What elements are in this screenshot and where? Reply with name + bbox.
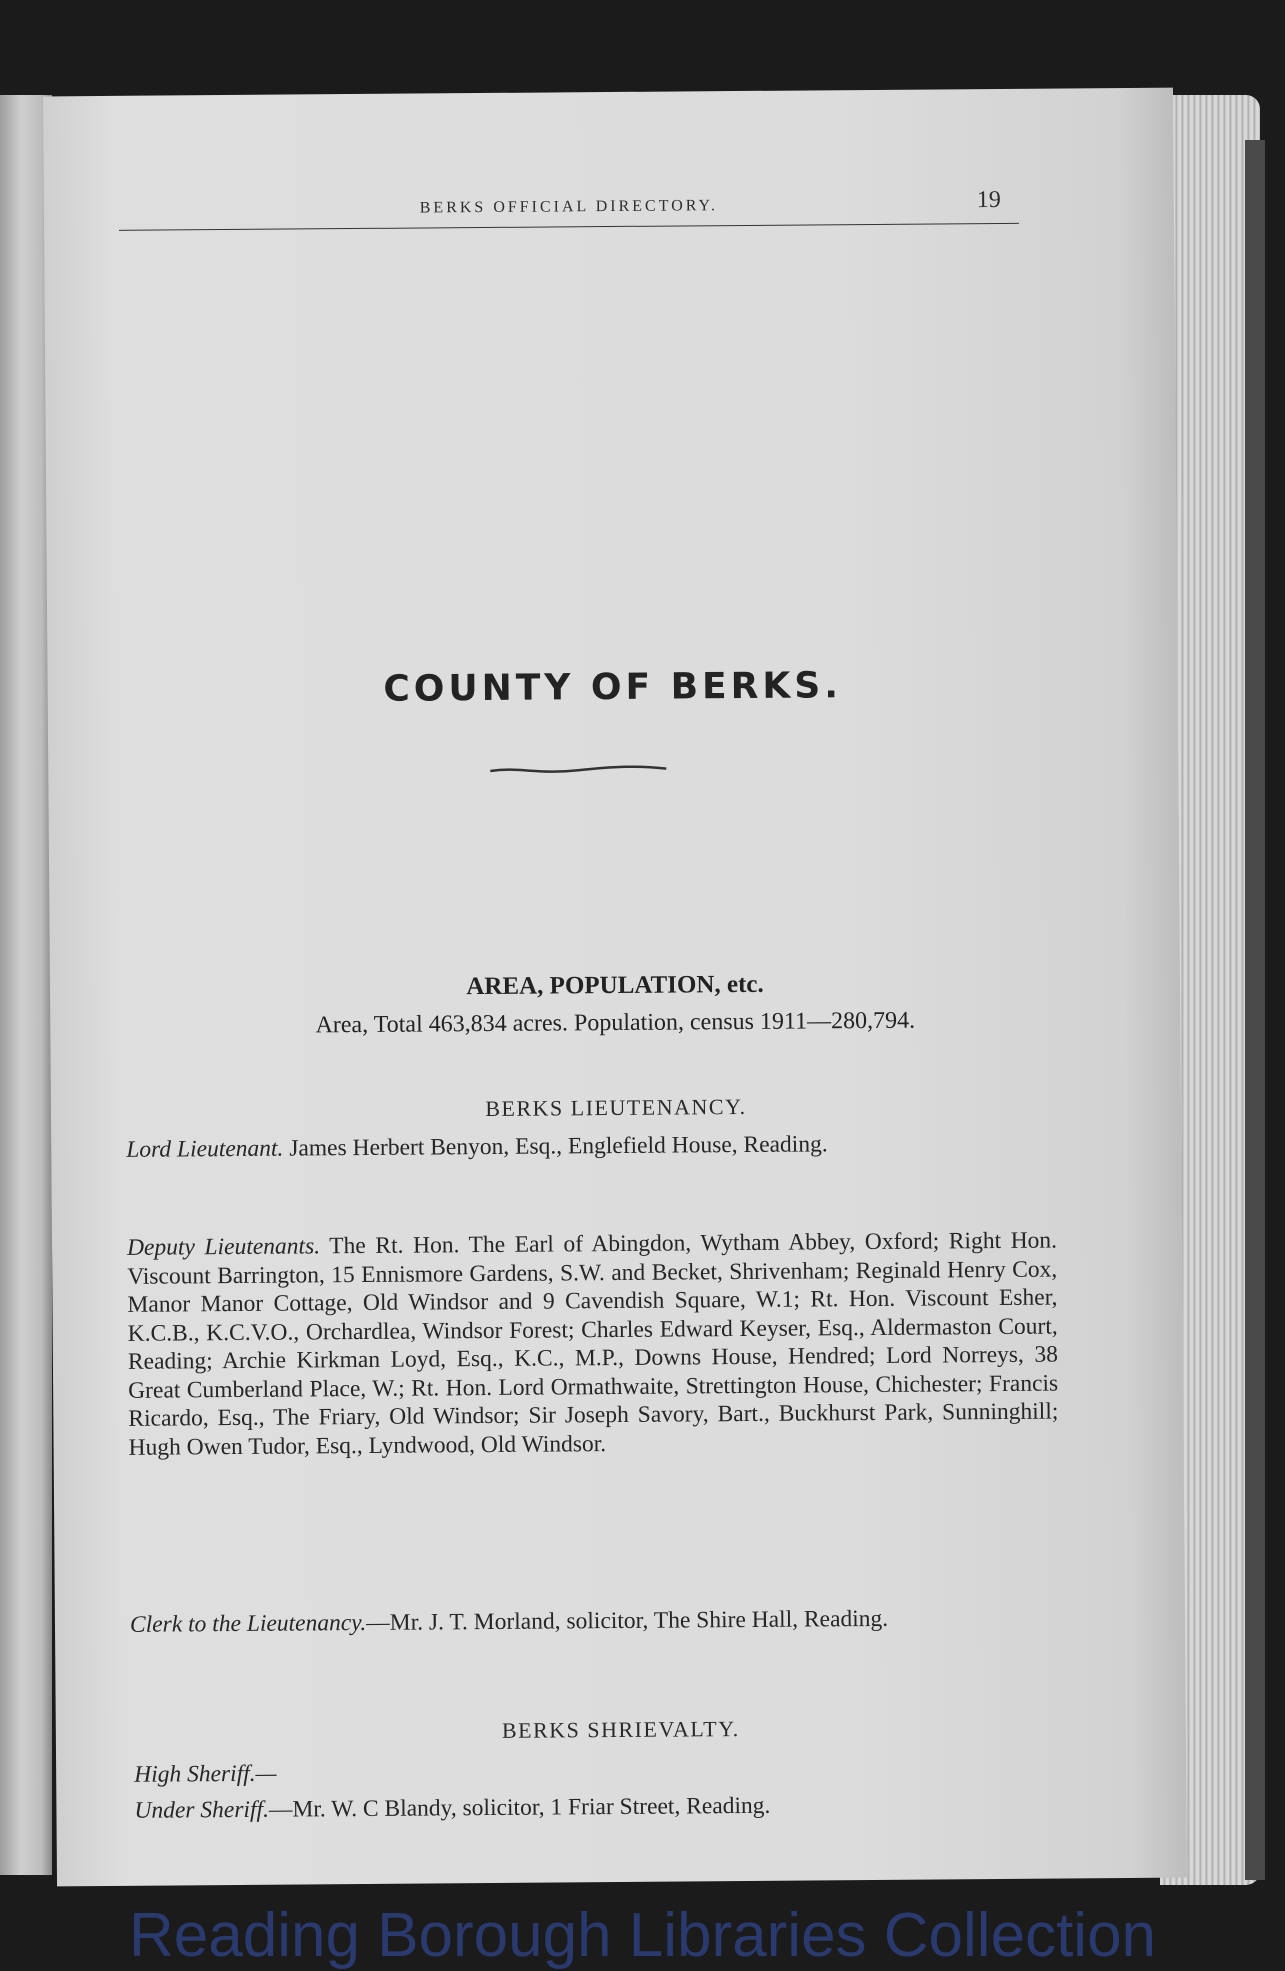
area-population-line: Area, Total 463,834 acres. Population, census 1911—280,794. — [315, 1007, 916, 1039]
running-head-title: BERKS OFFICIAL DIRECTORY. — [419, 197, 719, 217]
under-sheriff-label: Under Sheriff. — [134, 1796, 270, 1824]
title-swash-divider — [488, 764, 668, 777]
high-sheriff-entry — [134, 1754, 1064, 1788]
area-heading: AREA, POPULATION, etc. — [466, 970, 764, 1001]
book-page — [43, 88, 1187, 1887]
lieutenancy-heading: BERKS LIEUTENANCY. — [485, 1093, 747, 1122]
page-number: 19 — [976, 186, 1001, 214]
clerk-text: —Mr. J. T. Morland, solicitor, The Shire Hall, Reading. — [366, 1605, 889, 1636]
book-cover-edge — [1245, 140, 1265, 1880]
lord-lieutenant-text: James Herbert Benyon, Esq., Englefield House, Reading. — [289, 1131, 828, 1162]
deputy-lieutenants-text: The Rt. Hon. The Earl of Abingdon, Wytham Abbey, Oxford; Right Hon. Viscount Barrington, 15 Ennismore Gardens, S.W. and Becket, Shrivenham; Reginald Henry Cox, Manor Manor Cottage, Old Windsor and 9 Cavendish Square, W.1; Rt. Hon. Viscount Esher, K.C.B., K.C.V.O., Orchardlea, Windsor Forest; Charles Edward Keyser, Esq., Aldermaston Court, Reading; Archie Kirkman Loyd, Esq., K.C., M.P., Downs House, Hendred; Lord Norreys, 38 Great Cumberland Place, W.; Rt. Hon. Lord Ormathwaite, Strettington House, Chichester; Francis Ricardo, Esq., The Friary, Old Windsor; Sir Joseph Savory, Bart., Buckhurst Park, Sunninghill; Hugh Owen Tudor, Esq., Lyndwood, Old Windsor. — [127, 1227, 1059, 1461]
running-head — [119, 186, 1019, 231]
deputy-lieutenants-label: Deputy Lieutenants. — [126, 1233, 321, 1261]
clerk-label: Clerk to the Lieutenancy. — [129, 1609, 367, 1638]
lord-lieutenant-entry — [126, 1129, 1056, 1165]
collection-watermark: Reading Borough Libraries Collection — [128, 1901, 1157, 1970]
lord-lieutenant-label: Lord Lieutenant. — [126, 1135, 284, 1163]
under-sheriff-entry — [134, 1790, 1064, 1824]
deputy-lieutenants-entry — [127, 1227, 1059, 1462]
clerk-entry — [130, 1604, 1060, 1640]
high-sheriff-label: High Sheriff.— — [134, 1760, 277, 1788]
under-sheriff-text: —Mr. W. C Blandy, solicitor, 1 Friar Street, Reading. — [268, 1792, 771, 1823]
shrievalty-heading: BERKS SHRIEVALTY. — [501, 1716, 740, 1743]
county-title: COUNTY OF BERKS. — [383, 665, 843, 710]
